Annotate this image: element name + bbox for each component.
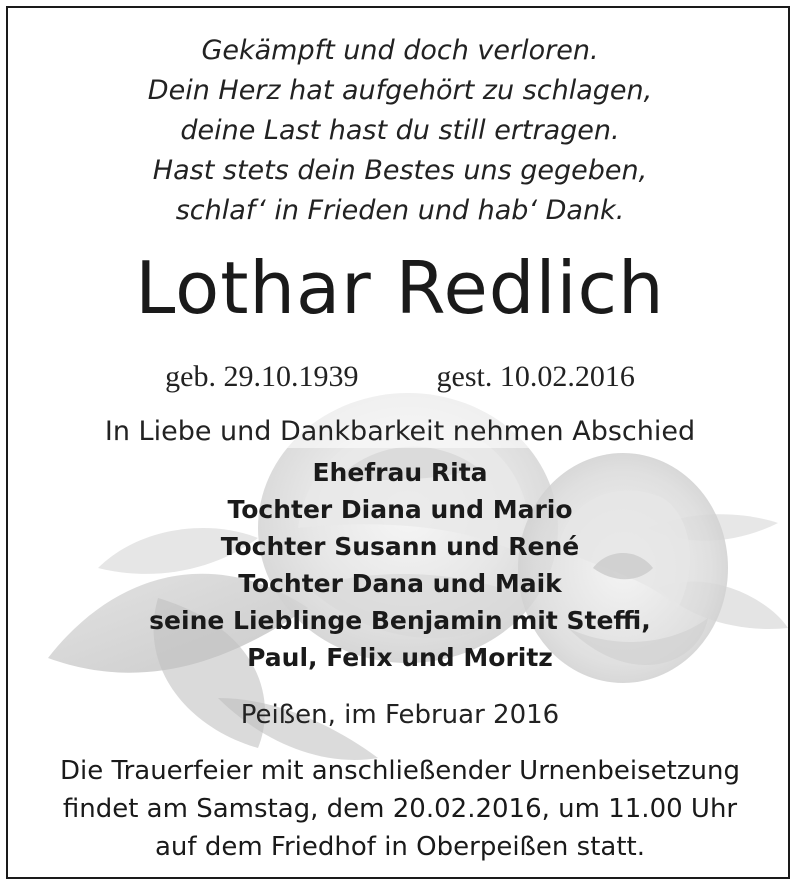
service-line-1: Die Trauerfeier mit anschließender Urnenbeisetzung [60,756,740,786]
obituary-card [6,6,790,879]
death-date: gest. 10.02.2016 [436,360,635,393]
mourner-line: seine Lieblinge Benjamin mit Steffi, [149,606,651,635]
poem-line-4: Hast stets dein Bestes uns gegeben, [152,155,648,186]
place-and-date: Peißen, im Februar 2016 [240,700,560,730]
deceased-name: Lothar Redlich [135,246,665,330]
mourner-line: Ehefrau Rita [312,458,488,487]
mourner-line: Tochter Diana und Mario [227,495,573,524]
mourner-line: Tochter Dana und Maik [238,569,562,598]
service-line-2: findet am Samstag, dem 20.02.2016, um 11.00 Uhr [62,794,738,824]
birth-date: geb. 29.10.1939 [165,360,359,393]
service-line-3: auf dem Friedhof in Oberpeißen statt. [155,832,645,862]
life-dates [8,360,790,394]
mourner-line: Tochter Susann und René [220,532,580,561]
mourner-line: Paul, Felix und Moritz [247,643,553,672]
poem-line-1: Gekämpft und doch verloren. [201,35,599,66]
poem-line-5: schlaf‘ in Frieden und hab‘ Dank. [175,195,625,226]
poem-line-2: Dein Herz hat aufgehört zu schlagen, [147,75,653,106]
poem-line-3: deine Last hast du still ertragen. [180,115,620,146]
farewell-intro: In Liebe und Dankbarkeit nehmen Abschied [104,416,696,447]
